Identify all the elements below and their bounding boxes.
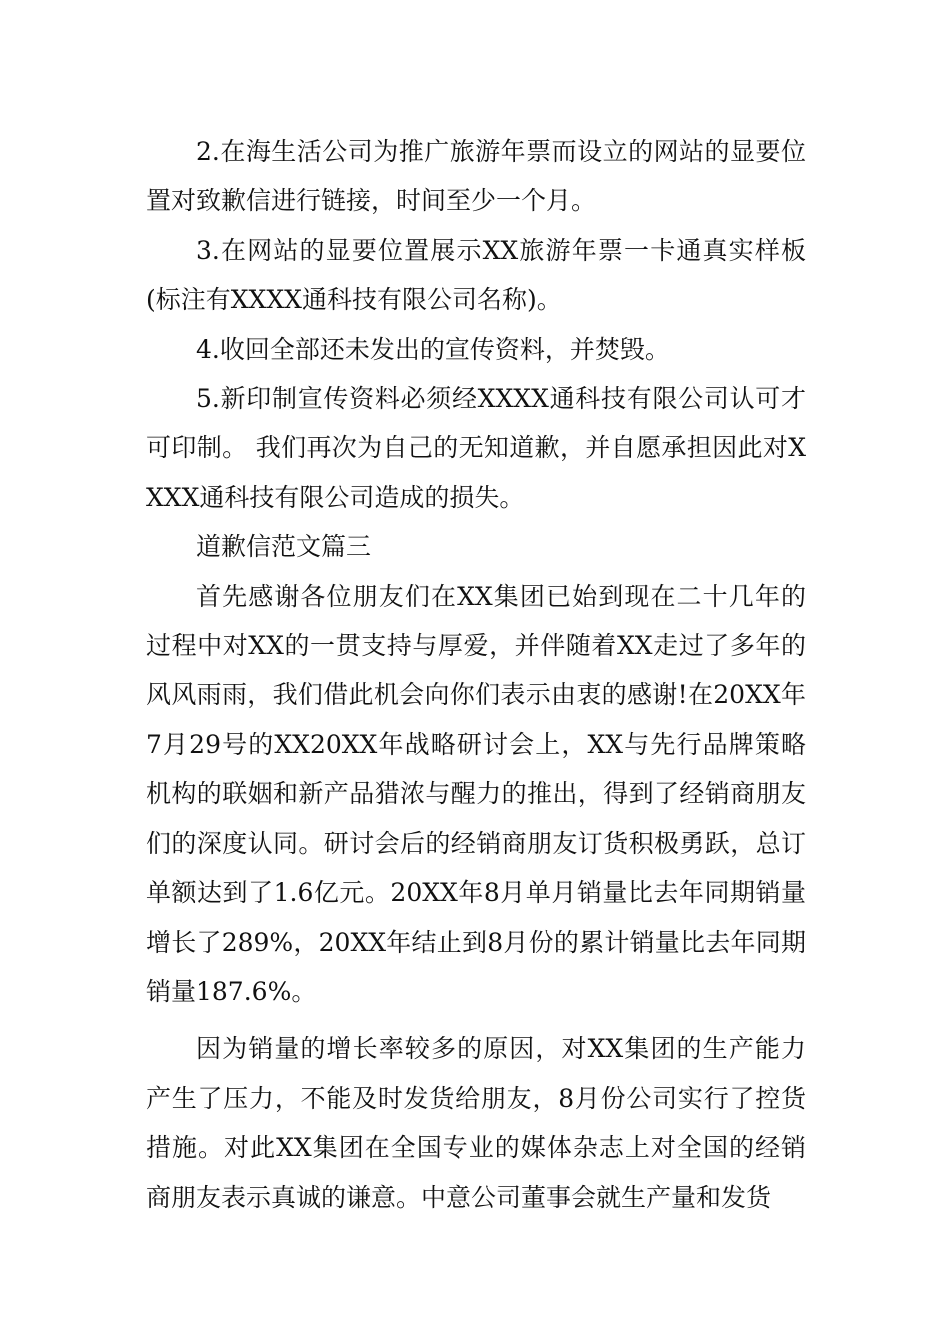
paragraph-item-5: 5.新印制宣传资料必须经XXXX通科技有限公司认可才可印制。 我们再次为自己的无知道歉，并自愿承担因此对XXXX通科技有限公司造成的损失。 (146, 384, 806, 512)
paragraph-item-4: 4.收回全部还未发出的宣传资料，并焚毁。 (196, 334, 670, 364)
paragraph-item-3: 3.在网站的显要位置展示XX旅游年票一卡通真实样板(标注有XXXX通科技有限公司名称)。 (146, 235, 806, 315)
document-body (146, 127, 806, 1222)
section-title: 道歉信范文篇三 (196, 532, 372, 562)
paragraph-main-1: 首先感谢各位朋友们在XX集团已始到现在二十几年的过程中对XX的一贯支持与厚爱，并伴随着XX走过了多年的风风雨雨，我们借此机会向你们表示由衷的感谢!在20XX年7月29号的XX20XX年战略研讨会上，XX与先行品牌策略机构的联姻和新产品猎浓与醒力的推出，得到了经销商朋友们的深度认同。研讨会后的经销商朋友订货积极勇跃，总订单额达到了1.6亿元。20XX年8月单月销量比去年同期销量增长了289%，20XX年结止到8月份的累计销量比去年同期销量187.6%。 (146, 581, 806, 1006)
paragraph-gap (146, 1016, 806, 1024)
paragraph-main-2: 因为销量的增长率较多的原因，对XX集团的生产能力产生了压力，不能及时发货给朋友，8月份公司实行了控货措施。对此XX集团在全国专业的媒体杂志上对全国的经销商朋友表示真诚的谦意。中意公司董事会就生产量和发货 (146, 1034, 806, 1212)
paragraph-item-2: 2.在海生活公司为推广旅游年票而设立的网站的显要位置对致歉信进行链接，时间至少一个月。 (146, 137, 806, 216)
